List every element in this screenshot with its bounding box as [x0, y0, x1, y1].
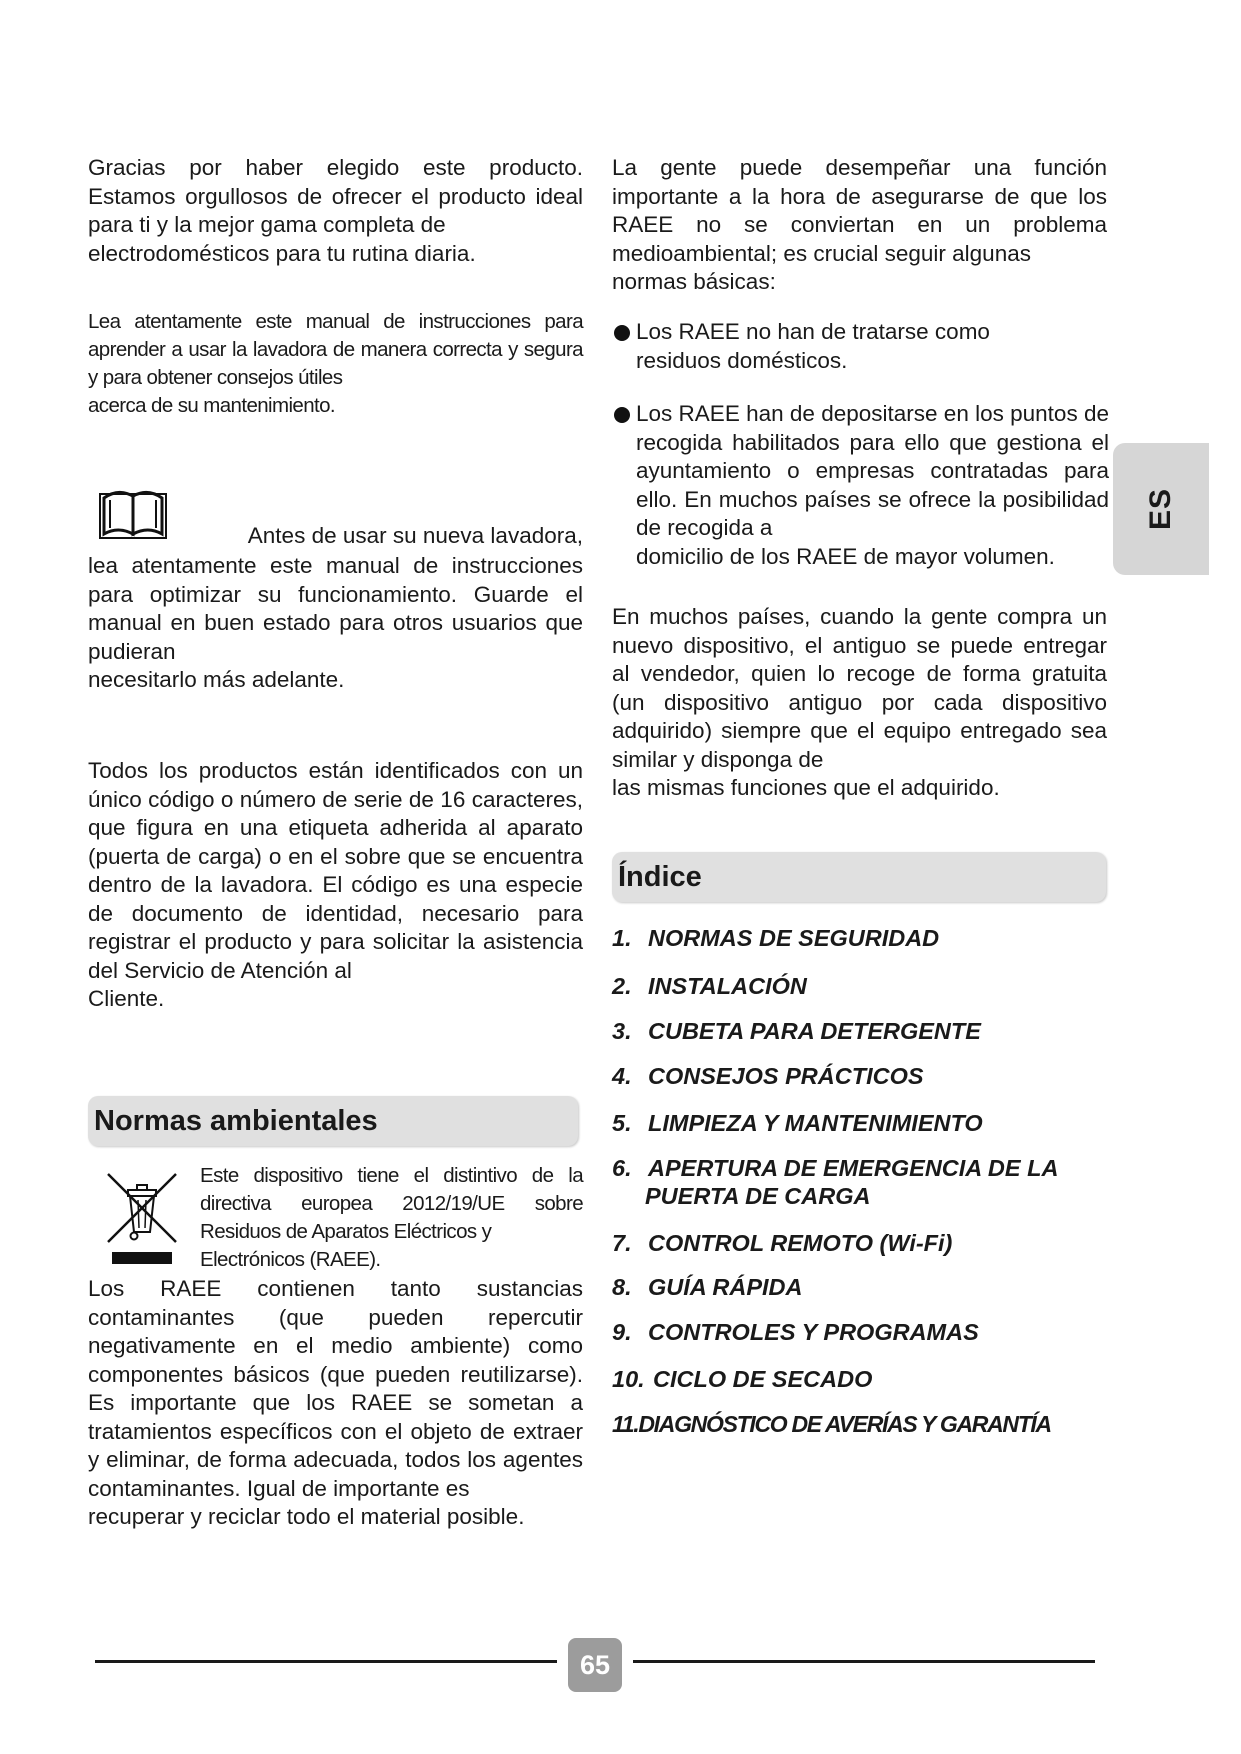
weee-notice: Este dispositivo tiene el distintivo de la directiva europea 2012/19/UE sobre Residuos de Aparatos Eléctricos y Electrónicos (RAEE). [200, 1164, 583, 1271]
toc-item[interactable]: 10. CICLO DE SECADO [612, 1366, 873, 1392]
index-heading: Índice [612, 852, 1106, 902]
intro-paragraph: Gracias por haber elegido este producto. Estamos orgullosos de ofrecer el producto ideal para ti y la mejor gama completa de electrodomésticos para tu rutina diaria. [88, 155, 583, 266]
footer-rule-left [95, 1660, 557, 1663]
toc-item[interactable]: 2. INSTALACIÓN [612, 973, 807, 999]
crossed-bin-icon [104, 1168, 180, 1266]
book-icon [98, 484, 168, 542]
toc-item[interactable]: 11.DIAGNÓSTICO DE AVERÍAS Y GARANTÍA [612, 1411, 1051, 1437]
bullet-dot-icon [614, 407, 630, 423]
bullet-dot-icon [614, 325, 630, 341]
people-paragraph: La gente puede desempeñar una función importante a la hora de asegurarse de que los RAEE no se conviertan en un problema medioambiental; es crucial seguir algunas normas básicas: [612, 155, 1107, 294]
weee-body-paragraph: Los RAEE contienen tanto sustancias contaminantes (que pueden repercutir negativamente en el medio ambiente) como componentes básicos (que pueden reutilizarse). Es importante que los RAEE se sometan a tratamientos específicos con el objeto de extraer y eliminar, de forma adecuada, todos los agentes contaminantes. Igual de importante es recuperar y reciclar todo el material posible. [88, 1276, 583, 1529]
serial-paragraph: Todos los productos están identificados con un único código o número de serie de 16 caracteres, que figura en una etiqueta adherida al aparato (puerta de carga) o en el sobre que se encuentra dentro de la lavadora. El código es una especie de documento de identidad, necesario para registrar el producto y para solicitar la asistencia del Servicio de Atención al Cliente. [88, 758, 583, 1011]
toc-item[interactable]: 9. CONTROLES Y PROGRAMAS [612, 1319, 979, 1345]
footer-rule-right [633, 1660, 1095, 1663]
bullet-item: Los RAEE no han de tratarse como residuos domésticos. [612, 318, 1109, 375]
return-old-paragraph: En muchos países, cuando la gente compra un nuevo dispositivo, el antiguo se puede entregar al vendedor, quien lo recoge de forma gratuita (un dispositivo antiguo por cada dispositivo adquirido) siempre que el equipo entregado sea similar y disponga de las mismas funciones que el adquirido. [612, 604, 1107, 800]
toc-item[interactable]: 5. LIMPIEZA Y MANTENIMIENTO [612, 1110, 983, 1136]
toc-item[interactable]: 7. CONTROL REMOTO (Wi-Fi) [612, 1230, 953, 1256]
toc-item[interactable]: 1. NORMAS DE SEGURIDAD [612, 925, 940, 951]
before-use-paragraph: lea atentamente este manual de instrucciones para optimizar su funcionamiento. Guarde el manual en buen estado para otros usuarios que pudieran necesitarlo más adelante. [88, 553, 583, 692]
toc-item[interactable]: 6. APERTURA DE EMERGENCIA DE LA PUERTA DE CARGA [612, 1155, 1059, 1209]
toc-item[interactable]: 3. CUBETA PARA DETERGENTE [612, 1018, 981, 1044]
bullet-item: Los RAEE han de depositarse en los puntos de recogida habilitados para ello que gestiona el ayuntamiento o empresas contratadas para ello. En muchos países se ofrece la posibilidad de recogida a domicilio de los RAEE de mayor volumen. [612, 400, 1109, 571]
before-use-first-line: Antes de usar su nueva lavadora, [247, 523, 583, 548]
toc-item[interactable]: 8. GUÍA RÁPIDA [612, 1274, 803, 1300]
environment-heading: Normas ambientales [88, 1096, 578, 1146]
language-tab: ES [1113, 443, 1209, 575]
toc-item[interactable]: 4. CONSEJOS PRÁCTICOS [612, 1063, 924, 1089]
read-manual-paragraph: Lea atentamente este manual de instrucciones para aprender a usar la lavadora de manera correcta y segura y para obtener consejos útiles acerca de su mantenimiento. [88, 310, 583, 417]
page-number: 65 [568, 1638, 622, 1692]
